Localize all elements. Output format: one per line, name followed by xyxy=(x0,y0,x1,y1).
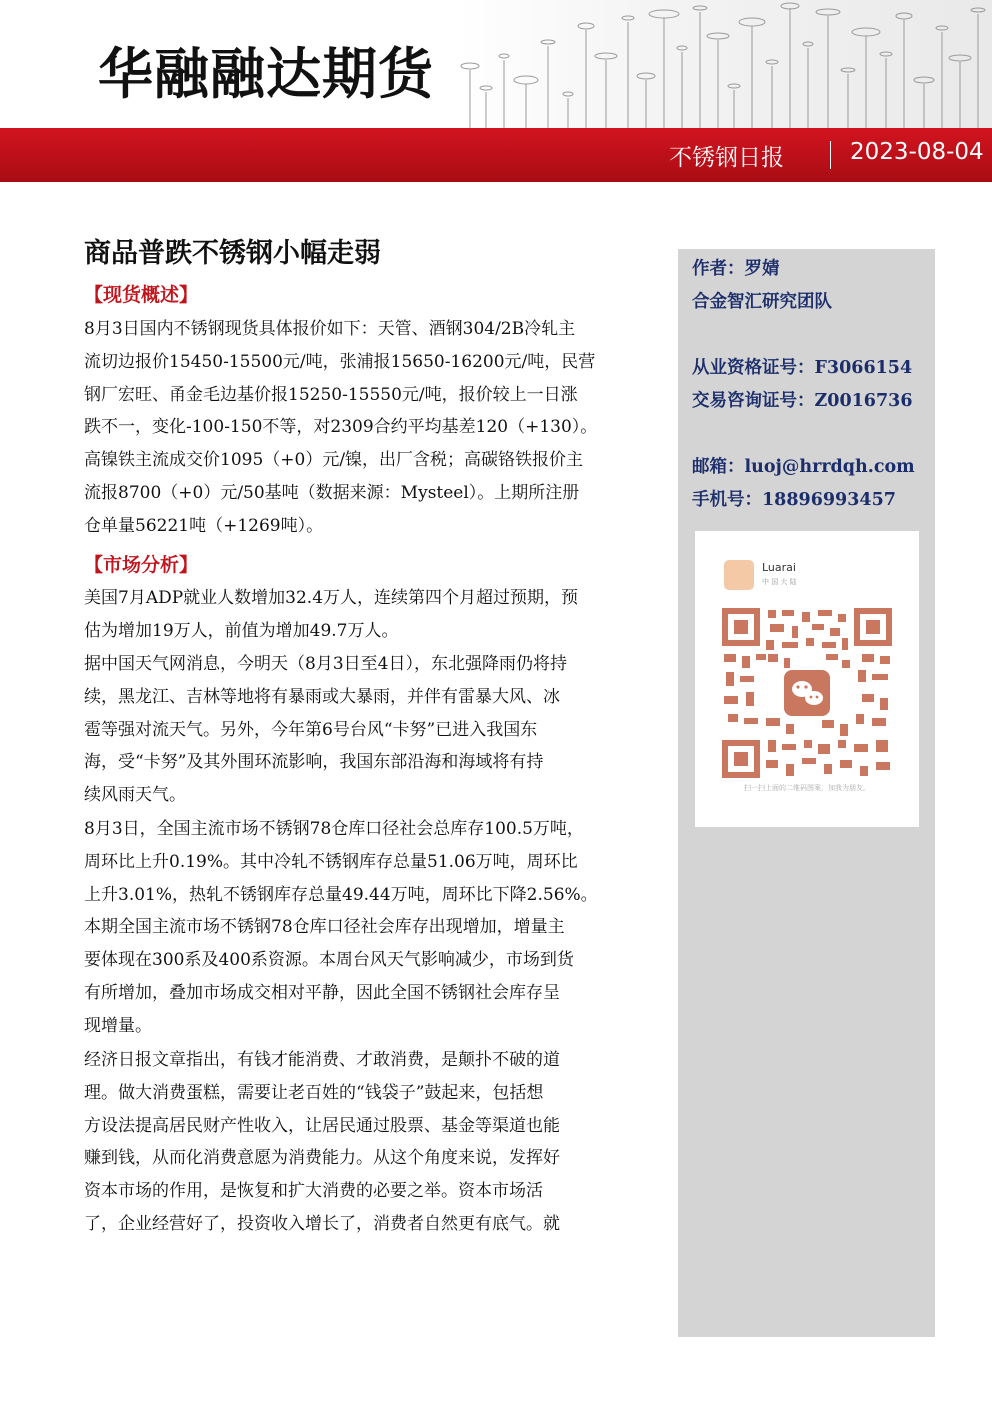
text-line: 续，黑龙江、吉林等地将有暴雨或大暴雨，并伴有雷暴大风、冰 xyxy=(84,686,560,707)
text-line: 估为增加19万人，前值为增加49.7万人。 xyxy=(84,620,399,641)
report-date: 2023-08-04 xyxy=(850,139,984,165)
text-line: 据中国天气网消息，今明天（8月3日至4日），东北强降雨仍将持 xyxy=(84,654,567,674)
text-line: 流切边报价15450-15500元/吨，张浦报15650-16200元/吨，民营 xyxy=(84,351,596,372)
text-line: 资本市场的作用，是恢复和扩大消费的必要之举。资本市场活 xyxy=(84,1181,543,1202)
license-number: 从业资格证号：F3066154 xyxy=(692,358,913,378)
qr-code-icon xyxy=(722,608,892,778)
author-sidebar xyxy=(678,249,935,1337)
avatar xyxy=(724,560,754,590)
text-line: 了，企业经营好了，投资收入增长了，消费者自然更有底气。就 xyxy=(84,1213,560,1234)
paragraph xyxy=(84,313,616,543)
text-line: 续风雨天气。 xyxy=(84,785,186,806)
text-line: 理。做大消费蛋糕，需要让老百姓的“钱袋子”鼓起来，包括想 xyxy=(84,1082,544,1103)
author-name: 作者：罗婧 xyxy=(692,259,780,279)
email-link[interactable]: 邮箱：luoj@hrrdqh.com xyxy=(692,457,915,477)
text-line: 跌不一，变化-100-150不等，对2309合约平均基差120（+130）。 xyxy=(84,417,598,438)
text-line: 雹等强对流天气。另外，今年第6号台风“卡努”已进入我国东 xyxy=(84,719,538,740)
report-name: 不锈钢日报 xyxy=(669,145,784,171)
qr-profile-region: 中 国 大 陆 xyxy=(762,578,797,586)
team-name: 合金智汇研究团队 xyxy=(692,292,832,312)
text-line: 上升3.01%，热轧不锈钢库存总量49.44万吨，周环比下降2.56%。 xyxy=(84,884,598,905)
bubble-lines-decoration xyxy=(456,0,992,128)
text-line: 现增量。 xyxy=(84,1015,152,1036)
consult-number: 交易咨询证号：Z0016736 xyxy=(692,391,913,411)
qr-profile-name: Luarai xyxy=(762,561,796,574)
text-line: 方设法提高居民财产性收入，让居民通过股票、基金等渠道也能 xyxy=(84,1115,560,1136)
banner-divider xyxy=(830,141,831,169)
text-line: 钢厂宏旺、甬金毛边基价报15250-15550元/吨，报价较上一日涨 xyxy=(84,384,578,405)
text-line: 仓单量56221吨（+1269吨）。 xyxy=(84,515,324,536)
text-line: 本期全国主流市场不锈钢78仓库口径社会库存出现增加，增量主 xyxy=(84,917,565,938)
text-line: 周环比上升0.19%。其中冷轧不锈钢库存总量51.06万吨，周环比 xyxy=(84,851,578,872)
text-line: 要体现在300系及400系资源。本周台风天气影响减少，市场到货 xyxy=(84,950,574,971)
paragraph xyxy=(84,813,616,1043)
text-line: 8月3日，全国主流市场不锈钢78仓库口径社会总库存100.5万吨， xyxy=(84,819,584,839)
report-banner xyxy=(0,128,992,182)
text-line: 赚到钱，从而化消费意愿为消费能力。从这个角度来说，发挥好 xyxy=(84,1148,560,1169)
paragraph xyxy=(84,1044,616,1241)
text-line: 美国7月ADP就业人数增加32.4万人，连续第四个月超过预期，预 xyxy=(84,588,579,608)
section-heading-market: 【市场分析】 xyxy=(84,554,199,576)
paragraph xyxy=(84,582,616,648)
paragraph xyxy=(84,648,616,812)
wechat-qr-card xyxy=(695,531,919,827)
text-line: 8月3日国内不锈钢现货具体报价如下：天管、酒钢304/2B冷轧主 xyxy=(84,319,576,339)
phone-number: 手机号：18896993457 xyxy=(692,490,896,510)
article-title: 商品普跌不锈钢小幅走弱 xyxy=(84,238,381,269)
text-line: 经济日报文章指出，有钱才能消费、才敢消费，是颠扑不破的道 xyxy=(84,1050,560,1070)
text-line: 海，受“卡努”及其外围环流影响，我国东部沿海和海域将有持 xyxy=(84,752,544,773)
qr-caption: 扫一扫上面的二维码图案，加我为朋友。 xyxy=(744,784,870,792)
text-line: 高镍铁主流成交价1095（+0）元/镍，出厂含税；高碳铬铁报价主 xyxy=(84,450,584,471)
text-line: 流报8700（+0）元/50基吨（数据来源：Mysteel）。上期所注册 xyxy=(84,482,580,503)
header-decoration xyxy=(456,0,992,128)
section-heading-spot: 【现货概述】 xyxy=(84,284,199,306)
text-line: 有所增加，叠加市场成交相对平静，因此全国不锈钢社会库存呈 xyxy=(84,982,560,1003)
brand-name: 华融融达期货 xyxy=(98,42,435,106)
